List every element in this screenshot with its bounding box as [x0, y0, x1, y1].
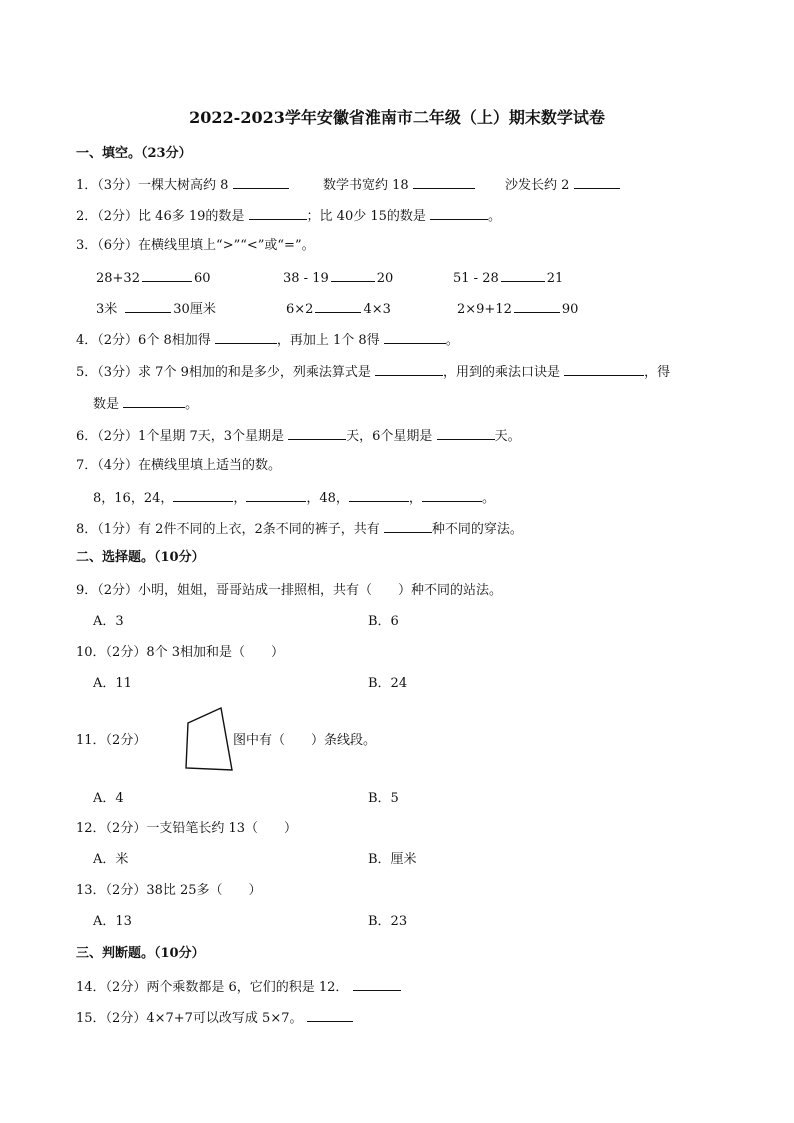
question-10: 10．（2分）8个 3相加和是（ ） — [76, 645, 284, 660]
answer-blank[interactable] — [384, 519, 432, 533]
answer-blank[interactable] — [215, 330, 277, 344]
page-title: 2022-2023学年安徽省淮南市二年级（上）期末数学试卷 — [189, 108, 605, 127]
option-b[interactable]: B．23 — [368, 914, 408, 929]
answer-blank[interactable] — [173, 488, 233, 502]
section-heading-choice: 二、选择题。（10分） — [76, 550, 205, 565]
quadrilateral-figure — [183, 706, 235, 772]
answer-blank[interactable] — [384, 330, 446, 344]
answer-blank[interactable] — [125, 299, 171, 313]
question-12: 12．（2分）一支铅笔长约 13（ ） — [76, 821, 297, 836]
answer-blank[interactable] — [233, 175, 289, 189]
question-15: 15．（2分）4×7+7可以改写成 5×7。 — [76, 1008, 353, 1028]
answer-blank[interactable] — [564, 362, 644, 376]
answer-blank[interactable] — [413, 175, 475, 189]
compare-item: 38 - 19 20 — [283, 268, 393, 288]
option-a[interactable]: A．13 — [93, 914, 132, 929]
answer-blank[interactable] — [142, 268, 192, 282]
option-b[interactable]: B．6 — [368, 614, 399, 629]
question-7-sequence: 8，16，24， ， ，48， ， 。 — [93, 488, 495, 508]
compare-item: 51 - 28 21 — [453, 268, 563, 288]
option-b[interactable]: B．厘米 — [368, 852, 417, 867]
answer-blank[interactable] — [501, 268, 545, 282]
option-a[interactable]: A．4 — [93, 791, 124, 806]
answer-blank[interactable] — [246, 488, 306, 502]
answer-blank[interactable] — [430, 206, 488, 220]
answer-blank[interactable] — [422, 488, 482, 502]
question-7: 7．（4分）在横线里填上适当的数。 — [76, 458, 282, 473]
question-2: 2．（2分）比 46多 19的数是 ；比 40少 15的数是 。 — [76, 206, 501, 226]
question-6: 6．（2分）1个星期 7天，3个星期是 天，6个星期是 天。 — [76, 426, 521, 446]
question-5-continued: 数是 。 — [93, 394, 198, 414]
compare-item: 6×2 4×3 — [286, 299, 391, 319]
option-a[interactable]: A．11 — [93, 676, 132, 691]
question-13: 13．（2分）38比 25多（ ） — [76, 883, 262, 898]
answer-blank[interactable] — [574, 175, 620, 189]
section-heading-judge: 三、判断题。（10分） — [76, 946, 205, 961]
compare-item: 2×9+12 90 — [457, 299, 578, 319]
question-1-part-2: 数学书宽约 18 — [323, 175, 475, 195]
answer-blank[interactable] — [349, 488, 409, 502]
answer-blank[interactable] — [315, 299, 361, 313]
question-9: 9．（2分）小明，姐姐，哥哥站成一排照相，共有（ ）种不同的站法。 — [76, 583, 503, 598]
section-heading-fill: 一、填空。（23分） — [76, 146, 192, 161]
question-14: 14．（2分）两个乘数都是 6，它们的积是 12． — [76, 977, 401, 997]
answer-blank[interactable] — [514, 299, 560, 313]
question-11-text: 图中有（ ）条线段。 — [233, 733, 377, 748]
compare-item: 28+32 60 — [96, 268, 211, 288]
answer-blank[interactable] — [331, 268, 375, 282]
question-5: 5．（3分）求 7个 9相加的和是多少，列乘法算式是 ，用到的乘法口诀是 ，得 — [76, 362, 670, 382]
answer-blank[interactable] — [353, 977, 401, 991]
option-a[interactable]: A．米 — [93, 852, 129, 867]
option-b[interactable]: B．5 — [368, 791, 399, 806]
answer-blank[interactable] — [437, 426, 495, 440]
question-11: 11．（2分） — [76, 733, 147, 748]
question-1-part-1: 1．（3分）一棵大树高约 8 — [76, 178, 229, 193]
answer-blank[interactable] — [288, 426, 346, 440]
question-1-part-3: 沙发长约 2 — [505, 175, 620, 195]
question-3: 3．（6分）在横线里填上“>”“<”或“=”。 — [76, 238, 315, 253]
compare-item: 3米 30厘米 — [96, 299, 216, 319]
answer-blank[interactable] — [123, 394, 185, 408]
answer-blank[interactable] — [375, 362, 443, 376]
question-4: 4．（2分）6个 8相加得 ，再加上 1个 8得 。 — [76, 330, 459, 350]
question-8: 8．（1分）有 2件不同的上衣，2条不同的裤子，共有 种不同的穿法。 — [76, 519, 523, 539]
answer-blank[interactable] — [249, 206, 307, 220]
answer-blank[interactable] — [307, 1008, 353, 1022]
option-a[interactable]: A．3 — [93, 614, 124, 629]
option-b[interactable]: B．24 — [368, 676, 408, 691]
question-1 — [76, 175, 289, 195]
